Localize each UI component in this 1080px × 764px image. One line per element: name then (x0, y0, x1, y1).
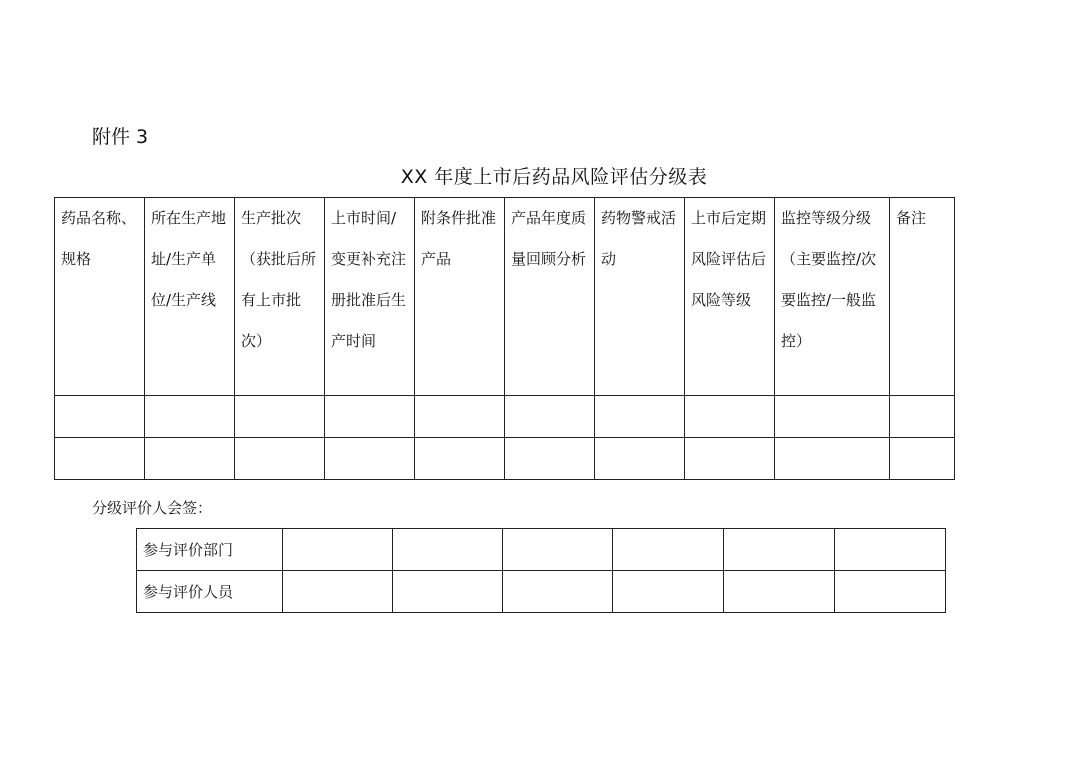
table-cell[interactable] (685, 438, 775, 480)
header-cell: 上市后定期风险评估后风险等级 (685, 198, 775, 396)
table-cell[interactable] (145, 438, 235, 480)
table-cell[interactable] (775, 438, 890, 480)
header-cell: 生产批次（获批后所有上市批次） (235, 198, 325, 396)
header-cell: 药品名称、规格 (55, 198, 145, 396)
table-cell[interactable] (685, 396, 775, 438)
countersign-cell[interactable] (393, 529, 503, 571)
countersign-cell[interactable] (283, 571, 393, 613)
table-cell[interactable] (235, 438, 325, 480)
header-cell: 所在生产地址/生产单位/生产线 (145, 198, 235, 396)
countersign-cell[interactable] (613, 529, 724, 571)
countersign-table (136, 528, 946, 613)
table-cell[interactable] (505, 438, 595, 480)
table-cell[interactable] (325, 396, 415, 438)
table-cell[interactable] (325, 438, 415, 480)
header-cell: 产品年度质量回顾分析 (505, 198, 595, 396)
header-cell: 附条件批准产品 (415, 198, 505, 396)
countersign-row-label: 参与评价人员 (137, 571, 283, 613)
countersign-cell[interactable] (835, 529, 946, 571)
countersign-cell[interactable] (283, 529, 393, 571)
table-cell[interactable] (775, 396, 890, 438)
countersign-cell[interactable] (724, 571, 835, 613)
attachment-label: 附件 3 (92, 126, 149, 148)
header-cell: 药物警戒活动 (595, 198, 685, 396)
table-cell[interactable] (415, 396, 505, 438)
table-cell[interactable] (55, 396, 145, 438)
table-row (55, 396, 955, 438)
countersign-cell[interactable] (724, 529, 835, 571)
countersign-row (137, 529, 946, 571)
table-cell[interactable] (505, 396, 595, 438)
countersign-row (137, 571, 946, 613)
table-cell[interactable] (235, 396, 325, 438)
table-cell[interactable] (145, 396, 235, 438)
table-cell[interactable] (55, 438, 145, 480)
table-cell[interactable] (890, 396, 955, 438)
countersign-label: 分级评价人会签： (92, 499, 213, 517)
countersign-row-label: 参与评价部门 (137, 529, 283, 571)
countersign-cell[interactable] (613, 571, 724, 613)
table-row (55, 438, 955, 480)
header-cell: 监控等级分级（主要监控/次要监控/一般监控） (775, 198, 890, 396)
header-cell: 上市时间/变更补充注册批准后生产时间 (325, 198, 415, 396)
countersign-cell[interactable] (835, 571, 946, 613)
table-cell[interactable] (595, 396, 685, 438)
risk-grading-table (54, 197, 955, 480)
countersign-cell[interactable] (393, 571, 503, 613)
table-header-row (55, 198, 955, 396)
countersign-cell[interactable] (503, 571, 613, 613)
document-title: XX 年度上市后药品风险评估分级表 (400, 166, 708, 188)
countersign-cell[interactable] (503, 529, 613, 571)
table-cell[interactable] (890, 438, 955, 480)
header-cell: 备注 (890, 198, 955, 396)
table-cell[interactable] (415, 438, 505, 480)
table-cell[interactable] (595, 438, 685, 480)
